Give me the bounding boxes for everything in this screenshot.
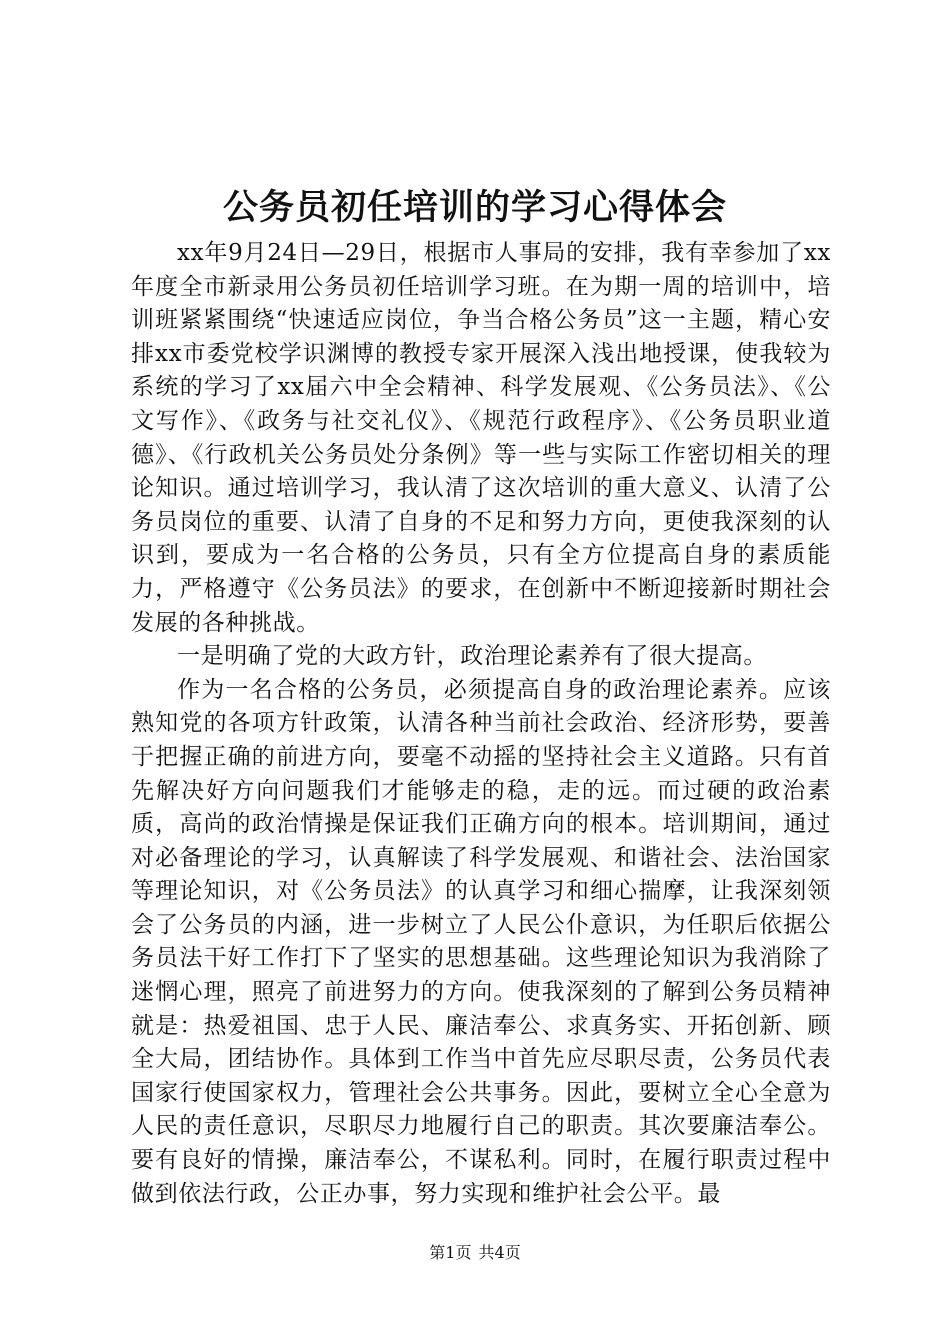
body-paragraph: 作为一名合格的公务员，必须提高自身的政治理论素养。应该熟知党的各项方针政策，认清各种当前社会政治、经济形势，要善于把握正确的前进方向，要毫不动摇的坚持社会主义道路。只有首先解决好方向问题我们才能够走的稳，走的远。而过硬的政治素质，高尚的政治情操是保证我们正确方向的根本。培训期间，通过对必备理论的学习，认真解读了科学发展观、和谐社会、法治国家等理论知识，对《公务员法》的认真学习和细心揣摩，让我深刻领会了公务员的内涵，进一步树立了人民公仆意识，为任职后依据公务员法干好工作打下了坚实的思想基础。这些理论知识为我消除了迷惘心理，照亮了前进努力的方向。使我深刻的了解到公务员精神就是：热爱祖国、忠于人民、廉洁奉公、求真务实、开拓创新、顾全大局，团结协作。具体到工作当中首先应尽职尽责，公务员代表国家行使国家权力，管理社会公共事务。因此，要树立全心全意为人民的责任意识，尽职尽力地履行自己的职责。其次要廉洁奉公。要有良好的情操，廉洁奉公，不谋私利。同时，在履行职责过程中做到依法行政，公正办事，努力实现和维护社会公平。最 bbox=[131, 676, 831, 1207]
section-heading-paragraph: 一是明确了党的大政方针，政治理论素养有了很大提高。 bbox=[177, 643, 767, 670]
document-body bbox=[131, 237, 831, 1211]
page-total: 共4页 bbox=[478, 1243, 521, 1262]
page-footer bbox=[0, 1242, 950, 1264]
body-paragraph: xx年9月24日—29日，根据市人事局的安排，我有幸参加了xx年度全市新录用公务员初任培训学习班。在为期一周的培训中，培训班紧紧围绕“快速适应岗位，争当合格公务员”这一主题，精心安排xx市委党校学识渊博的教授专家开展深入浅出地授课，使我较为系统的学习了xx届六中全会精神、科学发展观、《公务员法》、《公文写作》、《政务与社交礼仪》、《规范行政程序》、《公务员职业道德》、《行政机关公务员处分条例》等一些与实际工作密切相关的理论知识。通过培训学习，我认清了这次培训的重大意义、认清了公务员岗位的重要、认清了自身的不足和努力方向，更使我深刻的认识到，要成为一名合格的公务员，只有全方位提高自身的素质能力，严格遵守《公务员法》的要求，在创新中不断迎接新时期社会发展的各种挑战。 bbox=[131, 240, 831, 636]
page-number: 第1页 bbox=[429, 1243, 472, 1262]
document-title: 公务员初任培训的学习心得体会 bbox=[222, 187, 727, 228]
